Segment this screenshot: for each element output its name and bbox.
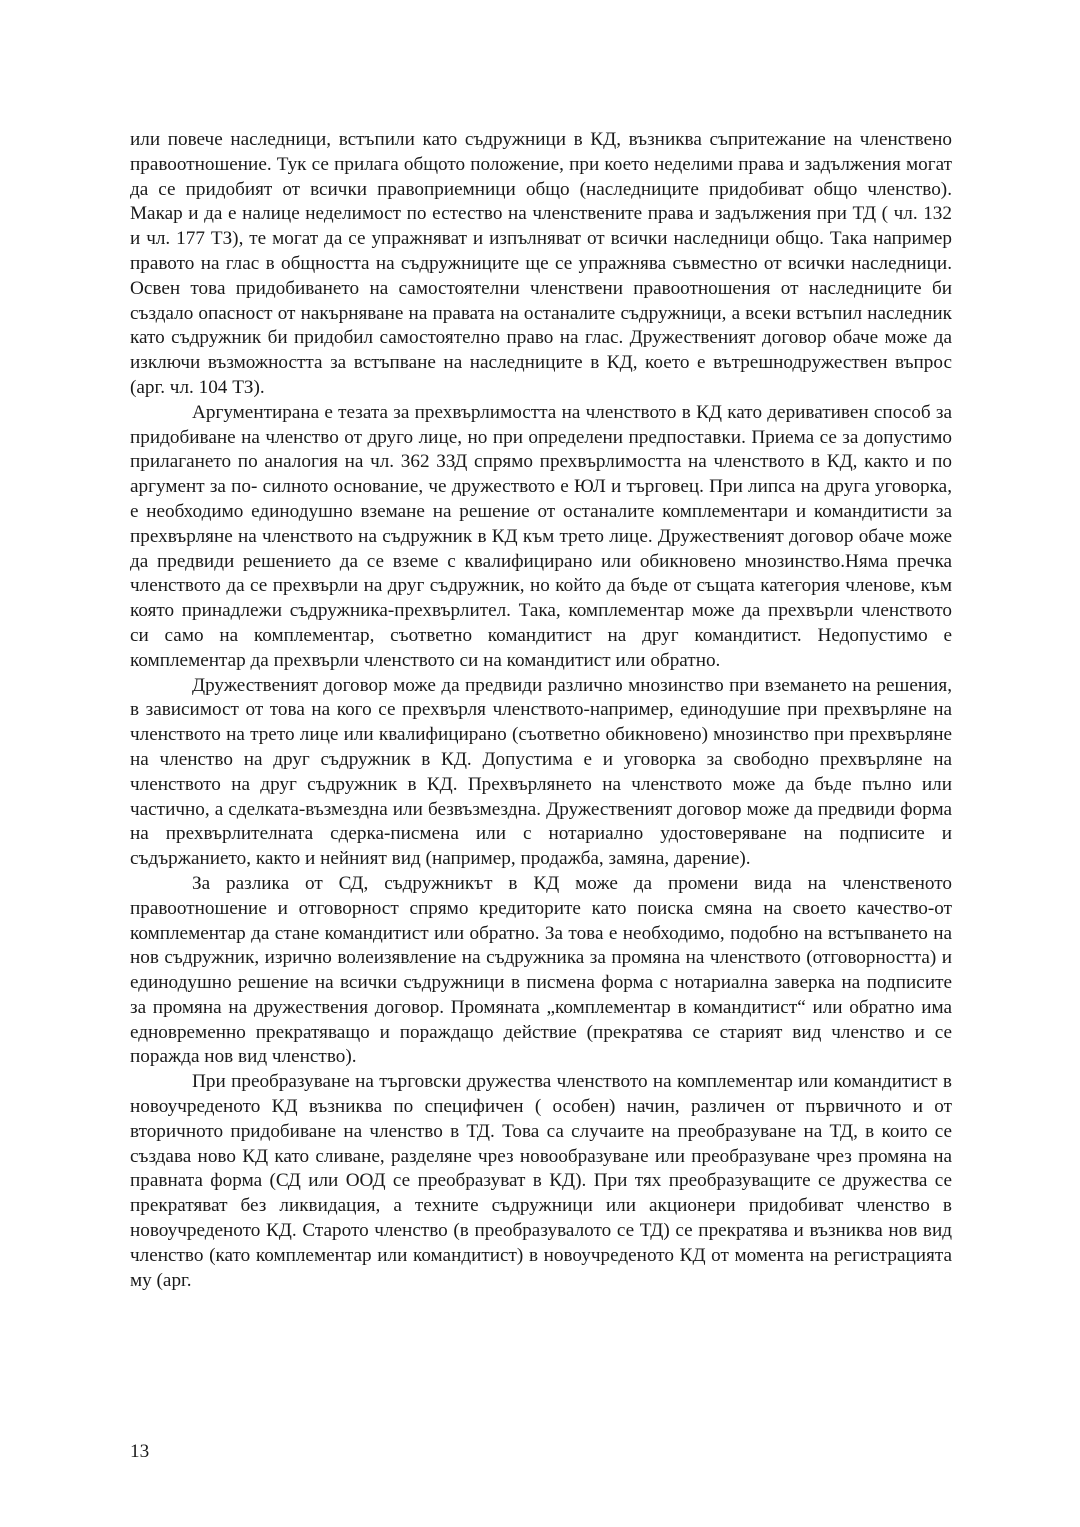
paragraph-3: Дружественият договор може да предвиди различно мнозинство при вземането на решения, в зависимост от това на кого се прехвърля членството-например, единодушие при прехвърляне на членството на трето лице или квалифицирано (съответно обикновено) мнозинство при прехвърляне на членство на друг съдружник в КД. Допустима е и уговорка за свободно прехвърляне на членството на друг съдружник в КД. Прехвърлянето на членството може да бъде пълно или частично, а сделката-възмездна или безвъзмездна. Дружественият договор може да предвиди форма на прехвърлителната сдерка-писмена или с нотариално удостоверяване на подписите и съдържанието, както и нейният вид (например, продажба, замяна, дарение). — [130, 674, 952, 870]
page-number: 13 — [130, 1441, 150, 1462]
paragraph-1: или повече наследници, встъпили като съдружници в КД, възниква съпритежание на членствено правоотношение. Тук се прилага общото положение, при което неделими права и задължения могат да се придобият от всички правоприемници общо (наследниците придобиват общо членство). Макар и да е налице неделимост по естество на членствените права и задължения при ТД ( чл. 132 и чл. 177 ТЗ), те могат да се упражняват и изпълняват от всички наследници общо. Така например правото на глас в общността на съдружниците ще се упражнява съвместно от всички наследници. Освен това придобиването на самостоятелни членствени правоотношения от наследниците би създало опасност от накърняване на правата на останалите съдружници, а всеки встъпил наследник като съдружник би придобил самостоятелно право на глас. Дружественият договор обаче може да изключи възможността за встъпване на наследниците в КД, което е вътрешнодружествен въпрос (арг. чл. 104 ТЗ). — [130, 129, 952, 398]
paragraph-2: Аргументирана е тезата за прехвърлимостта на членството в КД като деривативен способ за придобиване на членство от друго лице, но при определени предпоставки. Приема се за допустимо прилагането по аналогия на чл. 362 ЗЗД спрямо прехвърлимостта на членството в КД, както и по аргумент за по- силното основание, че дружеството е ЮЛ и търговец. При липса на друга уговорка, е необходимо единодушно вземане на решение от останалите комплементари и командитисти за прехвърляне на членството на съдружник в КД към трето лице. Дружественият договор обаче може да предвиди решението да се вземе с квалифицирано или обикновено мнозинство.Няма пречка членството да се прехвърли на друг съдружник, но който да бъде от същата категория членове, към която принадлежи съдружника-прехвърлител. Така, комплементар може да прехвърли членството си само на комплементар, съответно командитист на друг командитист. Недопустимо е комплементар да прехвърли членството си на командитист или обратно. — [130, 401, 952, 671]
paragraph-4: За разлика от СД, съдружникът в КД може да промени вида на членственото правоотношение и отговорност спрямо кредиторите като поиска смяна на своето качество-от комплементар да стане командитист или обратно. За това е необходимо, подобно на встъпването на нов съдружник, изрично волеизявление на съдружника за промяна на членството (отговорността) и единодушно решение на всички съдружници в писмена форма с нотариална заверка на подписите за промяна на дружествения договор. Промяната „комплементар в командитист“ или обратно има едновременно прекратяващо и пораждащо действие (прекратява се старият вид членство и се поражда нов вид членство). — [130, 872, 952, 1068]
body-text — [130, 128, 952, 1293]
paragraph-5: При преобразуване на търговски дружества членството на комплементар или командитист в новоучреденото КД възниква по специфичен ( особен) начин, различен от първичното и от вторичното придобиване на членство в ТД. Това са случаите на преобразуване на ТД, в които се създава ново КД като сливане, разделяне чрез новообразуване или преобразуване чрез промяна на правната форма (СД или ООД се преобразуват в КД). При тях преобразуващите се дружества се прекратяват без ликвидация, а техните съдружници или акционери придобиват членство в новоучреденото КД. Старото членство (в преобразувалото се ТД) се прекратява и възниква нов вид членство (като комплементар или командитист) в новоучреденото КД от момента на регистрацията му (арг. — [130, 1071, 952, 1291]
